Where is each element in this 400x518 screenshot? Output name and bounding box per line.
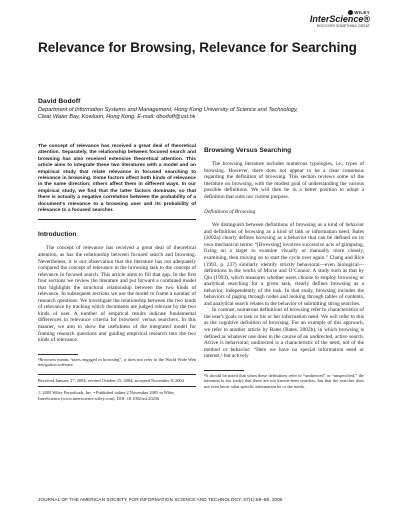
introduction-paragraph: The concept of relevance has received a great deal of theoretical attention, as has the relationship between focused search and browsing. Nevertheless, it is our observation that the literature has not adequately compared the concept of relevance in the browsing task to the concept of relevance in focused search. This article aims to fill that gap. In the first four sections we review the literature and put forward a combined model that highlights the structural relationship between the two kinds of relevance. In subsequent sections we use the model to frame a number of research questions: We investigate the relationship between the two kinds of relevance by tracking which documents are judged relevant by the two kinds of user. A number of empirical results indicate fundamental differences in relevance criteria for browsers¹ versus searchers. In this manner, we aim to show the usefulness of the integrated model for framing research questions and guiding empirical research into the two kinds of relevance.	[38, 245, 196, 344]
journal-footer: JOURNAL OF THE AMERICAN SOCIETY FOR INFORMATION SCIENCE AND TECHNOLOGY, 57(1):69–88, 2006	[38, 497, 283, 502]
interscience-wordmark: InterScience®	[309, 14, 370, 25]
subsection-heading-definitions: Definitions of Browsing	[204, 209, 256, 216]
footnote-2: ²It should be noted that when these definitions refer to “undirected” or “unspecified,” the intention is not (only) that there are not known-item searches, but that the searcher does not even know what specific information he or she needs.	[204, 372, 364, 389]
right-column	[204, 147, 364, 390]
publisher-logo	[290, 10, 370, 28]
left-column	[38, 144, 196, 402]
received-divider	[38, 374, 196, 375]
publisher-tagline: DISCOVER SOMETHING GREAT	[316, 24, 370, 29]
section-heading-introduction: Introduction	[38, 231, 77, 239]
affiliation-line-2: Clear Water Bay, Kowloon, Hong Kong. E-mail: dbodoff@ust.hk	[38, 114, 196, 121]
footnote-divider	[38, 354, 78, 355]
author-affiliation	[38, 107, 368, 122]
abstract-divider	[38, 219, 196, 220]
section-heading-browsing-vs-searching: Browsing Versus Searching	[204, 147, 292, 154]
copyright-notice: © 2005 Wiley Periodicals, Inc. • Published online 2 November 2005 in Wiley InterScience (www.interscience.wiley.com). DOI: 10.1002/asi.20256	[38, 390, 175, 402]
definitions-paragraph-1: We distinguish between definitions of browsing as a kind of behavior and definitions of browsing as a kind of task or information need. Bates (2002a) clearly defines browsing as a behavior that can be defined on its own mechanical terms: “[Browsing] involves successive acts of glimpsing, fixing on a target to examine visually or manually more closely, examining, then moving on to start the cycle over again.” Chang and Rice (1993, p. 237) similarly identify strictly behavioral—even biological—definitions in the works of Morse and O’Connor. A study such as that by Qiu (1993), which measures whether users choose to employ browsing or analytical searching for a given task, clearly defines browsing as a behavior, independently of the task. In that study, browsing includes the behaviors of paging through nodes and looking through tables of contents, and analytical search relates to the behavior of submitting string searches.	[204, 222, 364, 307]
abstract: The concept of relevance has received a great deal of theoretical attention. Separately, the relationship between focused search and browsing has also received extensive theoretical attention. This article aims to integrate these two literatures with a model and an empirical study that relate relevance in focused searching to relevance in browsing. Some factors affect both kinds of relevance in the same direction; others affect them in different ways. In our empirical study, we find that the latter factors dominate, so that there is actually a negative correlation between the probability of a document's relevance to a browsing user and its probability of relevance to a focused searcher.	[38, 144, 196, 214]
copyright-divider	[38, 386, 196, 387]
footnote-2-divider	[204, 370, 244, 371]
browsing-vs-searching-paragraph: The browsing literature includes numerous typologies, i.e., types of browsing. However, there does not appear to be a clear consensus regarding the definition of browsing. This section reviews some of the literature on browsing, with the modest goal of understanding the various possible definitions. We will then be in a better position to adopt a definition that suits our current purpose.	[204, 161, 364, 200]
author-name: David Bodoff	[38, 98, 81, 105]
footnote-1: ¹Browsers means “users engaged in browsing”; it does not refer to the World Wide Web navigation software.	[38, 356, 196, 368]
received-dates: Received January 27, 2004; revised October 15, 2004; accepted November 8, 2004	[38, 377, 184, 383]
definitions-paragraph-2: In contrast, numerous definitions of browsing refer to characteristics of the user's goals or task or his or her information need. We will refer to this as the cognitive definition of browsing. For an example of this approach, we refer to another article by Bates (Bates, 2002b), in which browsing is defined as whatever one does in the course of an undirected, active search. Active is behavioral; undirected is a characteristic of the need, not of the method or behavior: “Here we have no special information need or interest,² but actively	[204, 307, 364, 360]
affiliation-line-1: Department of Information Systems and Management, Hong Kong University of Science and Technology,	[38, 107, 298, 113]
wiley-wordmark: WILEY	[354, 10, 370, 15]
article-title: Relevance for Browsing, Relevance for Searching	[38, 40, 357, 55]
